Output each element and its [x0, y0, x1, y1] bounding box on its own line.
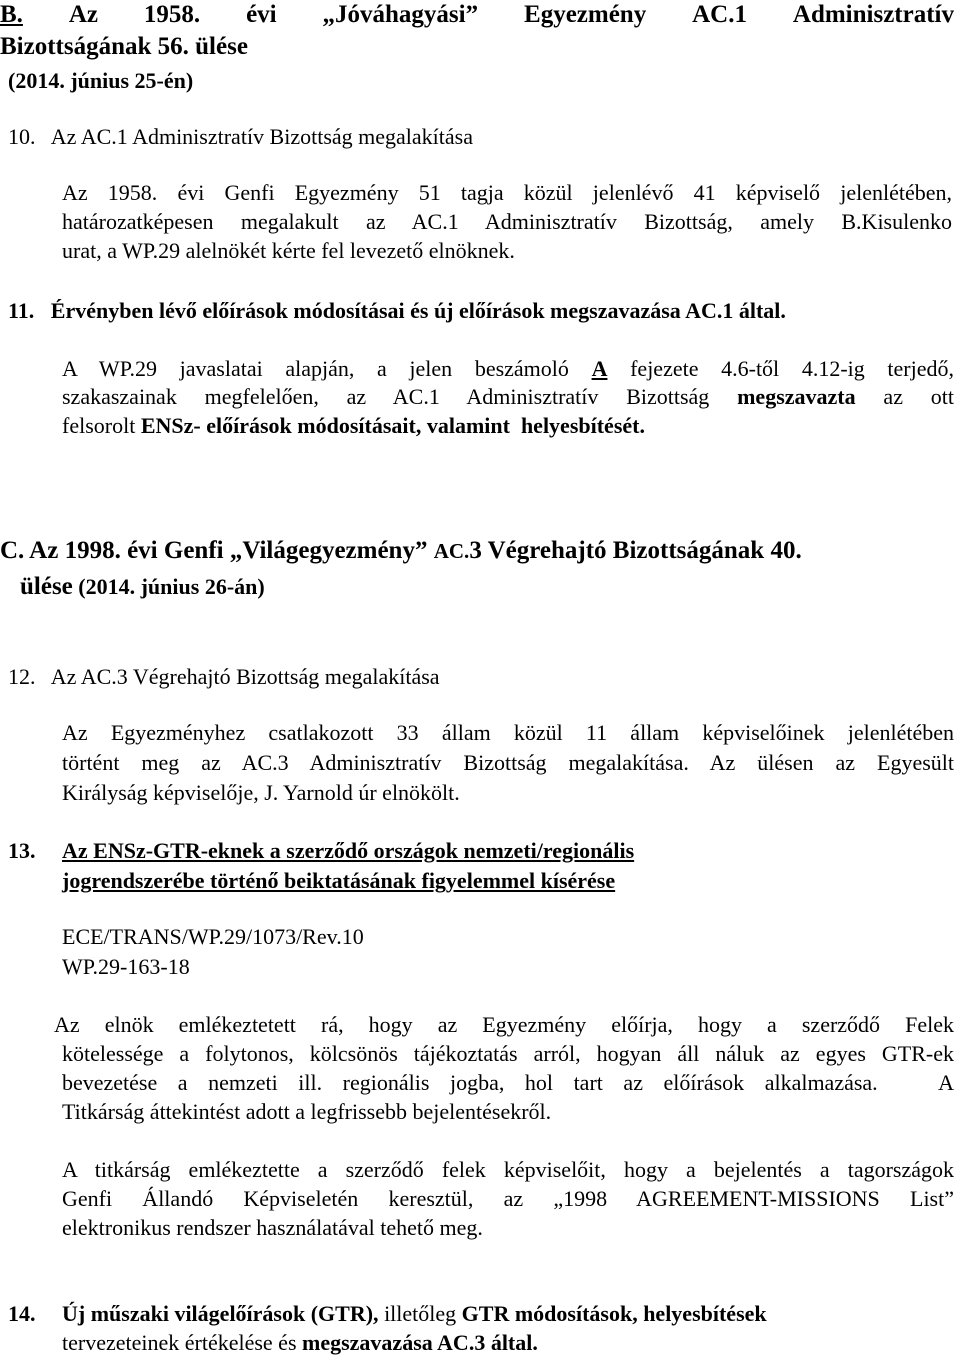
section-b-date: (2014. június 25-én) [8, 68, 194, 93]
item-11-text: felsorolt [62, 413, 141, 438]
item-11-line3 [62, 413, 645, 439]
item-14-text: illetőleg [378, 1301, 462, 1326]
item-14-line2 [62, 1330, 538, 1356]
item-13-number: 13. [8, 838, 36, 863]
section-c-heading-line2 [20, 574, 265, 600]
section-c-text: 3 Végrehajtó Bizottságának 40. [469, 537, 802, 564]
section-c-date: (2014. június 26-án) [78, 574, 265, 599]
item-13-paragraph-line: elektronikus rendszer használatával tehető meg. [62, 1215, 483, 1240]
item-13-paragraph-line: bevezetése a nemzeti ill. regionális jogba, hol tart az előírások alkalmazása. A [62, 1070, 954, 1095]
item-14-line1 [62, 1301, 767, 1327]
item-11-text: az ott [855, 384, 954, 409]
heading-word: „Jóváhagyási” [322, 1, 479, 28]
item-12-heading: 12. Az AC.3 Végrehajtó Bizottság megalakítása [8, 664, 440, 689]
heading-word: évi [246, 1, 277, 28]
item-10-paragraph-line: Az 1958. évi Genfi Egyezmény 51 tagja közül jelenlévő 41 képviselő jelenlétében, [62, 180, 952, 205]
heading-word: AC.1 [692, 1, 747, 28]
doc-reference: ECE/TRANS/WP.29/1073/Rev.10 [62, 924, 364, 949]
item-14-emphasis: GTR módosítások, helyesbítések [461, 1301, 767, 1326]
section-letter: B. [0, 1, 23, 28]
item-14-number: 14. [8, 1301, 36, 1326]
item-13-paragraph-line: Titkárság áttekintést adott a legfrissebb bejelentésekről. [62, 1099, 552, 1124]
item-10-paragraph-line: urat, a WP.29 alelnökét kérte fel levezető elnöknek. [62, 238, 515, 263]
item-11-line2 [62, 384, 954, 410]
item-13-heading-line2: jogrendszerébe történő beiktatásának figyelemmel kísérése [62, 868, 616, 893]
item-13-paragraph-line: Az elnök emlékeztetett rá, hogy az Egyezmény előírja, hogy a szerződő Felek [54, 1012, 954, 1037]
item-10-heading: 10. Az AC.1 Adminisztratív Bizottság megalakítása [8, 124, 473, 149]
doc-reference: WP.29-163-18 [62, 954, 190, 979]
item-14-emphasis: megszavazása AC.3 által. [302, 1330, 538, 1355]
heading-word: 1958. [143, 1, 201, 28]
section-c-ules: ülése [20, 573, 73, 600]
item-12-paragraph-line: Királyság képviselője, J. Yarnold úr elnökölt. [62, 780, 460, 805]
section-c-small: AC. [433, 539, 470, 563]
heading-word: Az [68, 1, 98, 28]
item-13-paragraph-line: Genfi Állandó Képviseletén keresztül, az „1998 AGREEMENT-MISSIONS List” [62, 1186, 954, 1211]
section-b-heading-line2: Bizottságának 56. ülése [0, 33, 248, 60]
item-12-paragraph-line: Az Egyezményhez csatlakozott 33 állam közül 11 állam képviselőinek jelenlétében [62, 720, 954, 745]
item-13-paragraph-line: kötelessége a folytonos, kölcsönös tájékoztatás arról, hogyan áll náluk az egyes GTR-ek [62, 1041, 954, 1066]
item-11-text: A WP.29 javaslatai alapján, a jelen beszámoló [62, 356, 592, 381]
item-11-emphasis: megszavazta [737, 384, 856, 409]
item-12-paragraph-line: történt meg az AC.3 Adminisztratív Bizottság megalakítása. Az ülésen az Egyesült [62, 750, 954, 775]
item-11-text: szakaszainak megfelelően, az AC.1 Adminisztratív Bizottság [62, 384, 738, 409]
item-13-heading-line1: Az ENSz-GTR-eknek a szerződő országok nemzeti/regionális [62, 838, 635, 863]
item-11-heading: 11. Érvényben lévő előírások módosításai és új előírások megszavazása AC.1 által. [8, 298, 786, 323]
chapter-reference: A [591, 356, 608, 381]
heading-word: Adminisztratív [792, 1, 954, 28]
section-c-heading-line1 [0, 538, 802, 564]
item-11-text: fejezete 4.6-től 4.12-ig terjedő, [607, 356, 954, 381]
item-13-paragraph-line: A titkárság emlékeztette a szerződő felek képviselőit, hogy a bejelentés a tagországok [62, 1157, 954, 1182]
item-14-text: tervezeteinek értékelése és [62, 1330, 303, 1355]
item-11-line1 [62, 356, 954, 382]
item-11-emphasis: ENSz- előírások módosításait, valamint helyesbítését. [140, 413, 645, 438]
item-14-emphasis: Új műszaki világelőírások (GTR), [62, 1301, 379, 1326]
heading-word: Egyezmény [524, 1, 647, 28]
section-b-heading-line1 [0, 2, 954, 28]
section-c-text: C. Az 1998. évi Genfi „Világegyezmény” [0, 537, 428, 564]
item-10-paragraph-line: határozatképesen megalakult az AC.1 Adminisztratív Bizottság, amely B.Kisulenko [62, 209, 952, 234]
